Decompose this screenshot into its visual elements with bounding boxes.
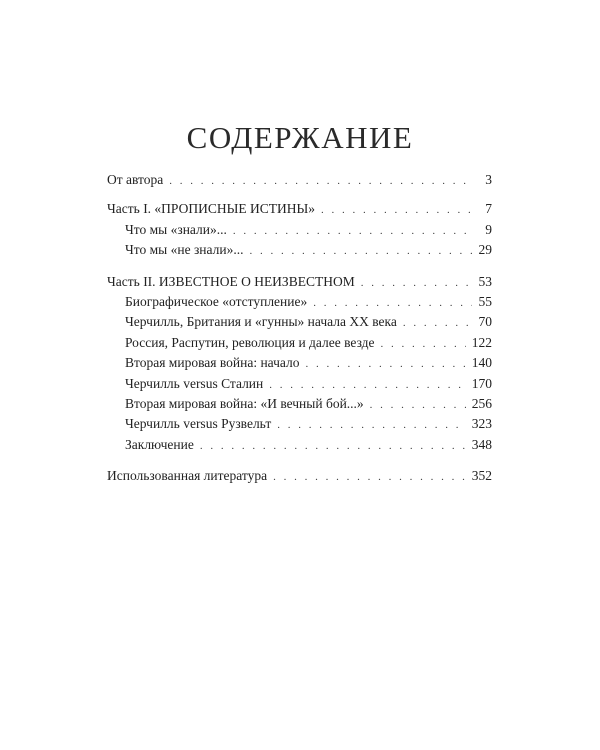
dot-leader: [233, 221, 472, 241]
table-of-contents: [107, 170, 492, 486]
toc-entry-label: От автора: [107, 172, 164, 187]
dot-leader: [381, 334, 466, 354]
toc-entry-label: Черчилль, Британия и «гунны» начала XX века: [125, 314, 397, 330]
dot-leader: [361, 273, 472, 293]
toc-entry-page: 348: [471, 436, 492, 452]
dot-leader: [370, 395, 466, 415]
dot-leader: [306, 354, 466, 374]
toc-entry-page: 9: [485, 221, 492, 237]
toc-entry-churchill-stalin[interactable]: [107, 374, 492, 394]
toc-entry-page: 140: [471, 355, 492, 371]
toc-entry-label: Часть II. ИЗВЕСТНОЕ О НЕИЗВЕСТНОМ: [107, 273, 355, 289]
toc-entry-knew[interactable]: [107, 220, 492, 240]
toc-entry-label: Часть I. «ПРОПИСНЫЕ ИСТИНЫ»: [107, 201, 316, 217]
toc-entry-churchill-roosevelt[interactable]: [107, 414, 492, 434]
toc-entry-label: Черчилль versus Рузвельт: [125, 416, 272, 432]
toc-entry-ww2-start[interactable]: [107, 353, 492, 373]
page-title: СОДЕРЖАНИЕ: [186, 120, 414, 155]
toc-entry-label: Россия, Распутин, революция и далее везде: [125, 334, 375, 350]
toc-entry-label: Что мы «знали»...: [125, 221, 227, 237]
toc-entry-label: Использованная литература: [107, 468, 268, 484]
toc-entry-page: 352: [471, 468, 492, 484]
toc-entry-author[interactable]: [107, 170, 492, 190]
toc-entry-page: 7: [485, 201, 492, 217]
toc-entry-page: 122: [471, 334, 492, 350]
dot-leader: [169, 171, 472, 191]
toc-entry-page: 55: [478, 293, 492, 309]
toc-entry-russia-rasputin[interactable]: [107, 333, 492, 353]
toc-entry-label: Заключение: [125, 436, 194, 452]
toc-entry-label: Что мы «не знали»...: [125, 242, 244, 258]
toc-entry-page: 70: [478, 314, 492, 330]
toc-entry-britain-huns[interactable]: [107, 312, 492, 332]
toc-entry-label: Биографическое «отступление»: [125, 293, 308, 309]
toc-entry-page: 29: [478, 242, 492, 258]
toc-entry-label: Черчилль versus Сталин: [125, 375, 264, 391]
toc-entry-page: 53: [478, 273, 492, 289]
dot-leader: [273, 467, 466, 487]
dot-leader: [249, 241, 472, 261]
toc-entry-ww2-eternal-battle[interactable]: [107, 394, 492, 414]
dot-leader: [269, 375, 465, 395]
toc-entry-page: 323: [471, 416, 492, 432]
dot-leader: [313, 293, 472, 313]
toc-entry-bibliography[interactable]: [107, 466, 492, 486]
toc-entry-part-2[interactable]: [107, 272, 492, 292]
toc-entry-page: 256: [471, 395, 492, 411]
toc-entry-part-1[interactable]: [107, 199, 492, 219]
toc-entry-biography[interactable]: [107, 292, 492, 312]
dot-leader: [321, 200, 472, 220]
toc-entry-did-not-know[interactable]: [107, 240, 492, 260]
toc-entry-label: Вторая мировая война: «И вечный бой...»: [125, 395, 364, 411]
dot-leader: [200, 436, 466, 456]
toc-entry-label: Вторая мировая война: начало: [125, 355, 300, 371]
toc-entry-conclusion[interactable]: [107, 435, 492, 455]
dot-leader: [403, 313, 472, 333]
dot-leader: [277, 415, 466, 435]
toc-entry-page: 170: [471, 375, 492, 391]
toc-entry-page: 3: [485, 172, 492, 187]
